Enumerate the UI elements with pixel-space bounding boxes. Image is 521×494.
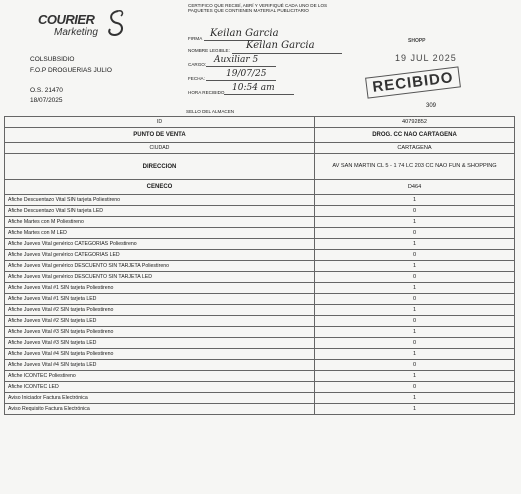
item-qty: 0 — [315, 382, 515, 393]
table-row — [5, 283, 515, 294]
table-row — [5, 180, 515, 195]
item-name: Afiche Martes con M Poliestireno — [5, 217, 315, 228]
cargo-label: CARGO: — [188, 62, 207, 67]
item-name: Aviso Requisito Factura Electrónica — [5, 404, 315, 415]
item-name: Afiche Jueves Vital #4 SIN tarjeta LED — [5, 360, 315, 371]
item-qty: 0 — [315, 316, 515, 327]
table-row — [5, 195, 515, 206]
stamp-number: 309 — [426, 103, 437, 109]
item-qty: 1 — [315, 305, 515, 316]
logo-swirl-icon — [104, 8, 128, 38]
item-name: Afiche Descuentazo Vital SIN tarjeta LED — [5, 206, 315, 217]
table-row — [5, 250, 515, 261]
item-qty: 0 — [315, 294, 515, 305]
city-label: CIUDAD — [5, 143, 315, 154]
table-row — [5, 239, 515, 250]
hora-label: HORA RECIBIDO — [188, 90, 225, 95]
item-qty: 1 — [315, 195, 515, 206]
table-row — [5, 154, 515, 180]
table-row — [5, 393, 515, 404]
item-name: Afiche Jueves Vital genérico CATEGORIAS LED — [5, 250, 315, 261]
address-value: AV SAN MARTIN CL 5 - 1 74 LC 203 CC NAO FUN & SHOPPING — [315, 154, 515, 180]
received-stamp: RECIBIDO — [365, 66, 461, 98]
item-name: Afiche Jueves Vital #1 SIN tarjeta Poliestireno — [5, 283, 315, 294]
item-qty: 1 — [315, 349, 515, 360]
item-qty: 0 — [315, 250, 515, 261]
table-row — [5, 294, 515, 305]
item-qty: 1 — [315, 261, 515, 272]
cargo-handwritten: Auxiliar 5 — [214, 55, 259, 65]
warehouse-seal-label: SELLO DEL ALMACEN — [186, 109, 235, 114]
table-row — [5, 206, 515, 217]
table-row — [5, 404, 515, 415]
table-row — [5, 382, 515, 393]
table-row — [5, 217, 515, 228]
item-qty: 1 — [315, 283, 515, 294]
item-qty: 1 — [315, 239, 515, 250]
table-row — [5, 371, 515, 382]
stamp-date: 19 JUL 2025 — [395, 53, 457, 63]
table-row — [5, 128, 515, 143]
item-qty: 0 — [315, 228, 515, 239]
table-row — [5, 117, 515, 128]
pv-value: DROG. CC NAO CARTAGENA — [315, 128, 515, 143]
item-qty: 0 — [315, 338, 515, 349]
sender-block — [30, 54, 112, 76]
item-qty: 0 — [315, 206, 515, 217]
stamp-store: SHOPP — [408, 38, 426, 44]
table-row — [5, 360, 515, 371]
nombre-handwritten: Keilan Garcia — [246, 40, 315, 51]
guide-date: 18/07/2025 — [30, 97, 63, 104]
item-qty: 0 — [315, 360, 515, 371]
item-qty: 1 — [315, 371, 515, 382]
sender-name: COLSUBSIDIO — [30, 56, 75, 63]
item-qty: 1 — [315, 404, 515, 415]
item-name: Afiche Jueves Vital #2 SIN tarjeta LED — [5, 316, 315, 327]
item-name: Afiche Jueves Vital #1 SIN tarjeta LED — [5, 294, 315, 305]
item-name: Aviso Iniciador Factura Electrónica — [5, 393, 315, 404]
fecha-label: FECHA: — [188, 76, 205, 81]
table-row — [5, 349, 515, 360]
pv-label: PUNTO DE VENTA — [5, 128, 315, 143]
item-qty: 1 — [315, 327, 515, 338]
firma-handwritten: Keilan Garcia — [210, 28, 279, 39]
nombre-label: NOMBRE LEGIBLE: — [188, 48, 230, 53]
table-row — [5, 316, 515, 327]
item-name: Afiche Jueves Vital genérico DESCUENTO SIN TARJETA Poliestireno — [5, 261, 315, 272]
hora-handwritten: 10:54 am — [232, 83, 275, 93]
item-name: Afiche Jueves Vital #2 SIN tarjeta Poliestireno — [5, 305, 315, 316]
item-qty: 1 — [315, 393, 515, 404]
certification-text: CERTIFICO QUE RECIBÍ, ABRÍ Y VERIFIQUÉ CADA UNO DE LOS PAQUETES QUE CONTIENEN MATERIAL PUBLICITARIO — [188, 3, 328, 14]
courier-logo — [38, 8, 128, 48]
item-qty: 0 — [315, 272, 515, 283]
id-label: ID — [5, 117, 315, 128]
fecha-handwritten: 19/07/25 — [226, 69, 267, 79]
table-row — [5, 143, 515, 154]
item-name: Afiche Martes con M LED — [5, 228, 315, 239]
item-qty: 1 — [315, 217, 515, 228]
table-row — [5, 261, 515, 272]
item-name: Afiche ICONTEC LED — [5, 382, 315, 393]
table-row — [5, 228, 515, 239]
delivery-table — [4, 116, 515, 415]
guide-block — [30, 86, 63, 106]
logo-sub-text: Marketing — [54, 27, 98, 38]
city-value: CARTAGENA — [315, 143, 515, 154]
firma-label: FIRMA — [188, 36, 203, 41]
sender-sub: F.O.P DROGUERIAS JULIO — [30, 67, 112, 74]
item-name: Afiche Jueves Vital #3 SIN tarjeta Poliestireno — [5, 327, 315, 338]
guide-number: O.S. 21470 — [30, 87, 63, 94]
address-label: DIRECCION — [5, 154, 315, 180]
item-name: Afiche Jueves Vital genérico DESCUENTO SIN TARJETA LED — [5, 272, 315, 283]
item-name: Afiche Jueves Vital #3 SIN tarjeta LED — [5, 338, 315, 349]
id-value: 40792852 — [315, 117, 515, 128]
logo-main-text: COURIER — [38, 12, 95, 27]
table-row — [5, 327, 515, 338]
table-row — [5, 272, 515, 283]
table-row — [5, 338, 515, 349]
item-name: Afiche ICONTEC Poliestireno — [5, 371, 315, 382]
item-name: Afiche Jueves Vital #4 SIN tarjeta Poliestireno — [5, 349, 315, 360]
table-row — [5, 305, 515, 316]
ceneco-value: D464 — [315, 180, 515, 195]
item-name: Afiche Jueves Vital genérico CATEGORIAS Poliestireno — [5, 239, 315, 250]
ceneco-label: CENECO — [5, 180, 315, 195]
item-name: Afiche Descuentazo Vital SIN tarjeta Poliestireno — [5, 195, 315, 206]
